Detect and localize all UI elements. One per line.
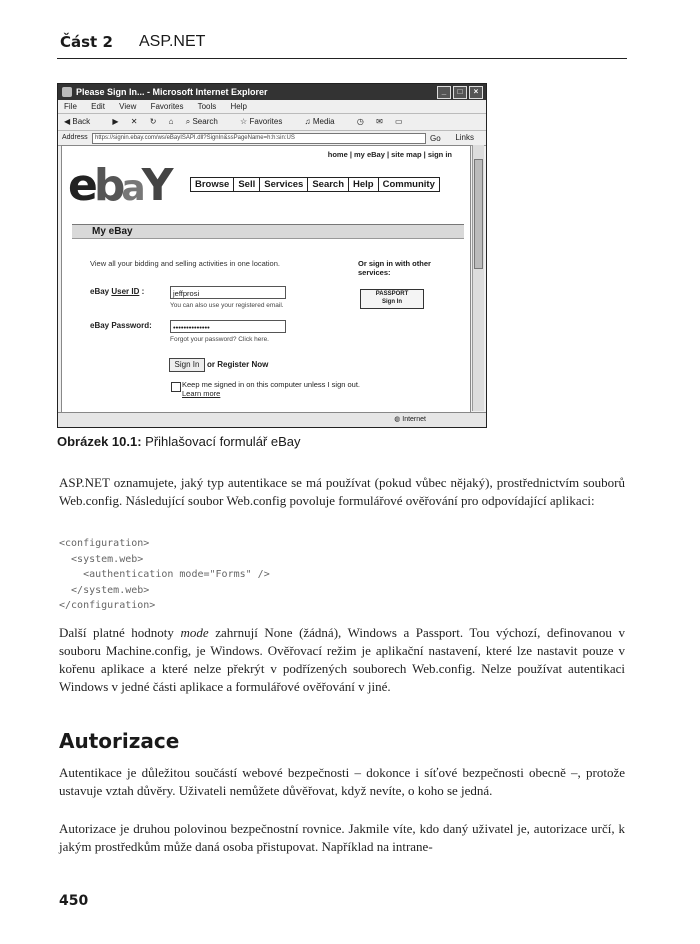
print-icon[interactable]: ▭ xyxy=(395,117,403,126)
browser-screenshot-figure xyxy=(57,83,487,428)
history-icon[interactable]: ◷ xyxy=(356,117,364,126)
passport-signin-label: Sign In xyxy=(382,299,402,305)
caption-label: Obrázek 10.1: xyxy=(57,434,142,449)
media-label: Media xyxy=(312,117,335,126)
signin-button[interactable]: Sign In xyxy=(169,358,205,372)
nav-help[interactable]: Help xyxy=(348,177,379,192)
paragraph-1: ASP.NET oznamujete, jaký typ autentikace se má používat (pokud vůbec nějaký), prostřednictvím souborů Web.config. Následující soubor Web.config povoluje formulářové ověřování pro odpovídající aplikaci: xyxy=(59,475,625,508)
address-label: Address xyxy=(62,134,88,141)
status-text: Internet xyxy=(402,416,426,423)
links-label[interactable]: Links xyxy=(455,133,474,142)
page-number: 450 xyxy=(59,893,89,909)
keep-signed-label xyxy=(182,380,362,398)
favorites-button[interactable]: ☆ Favorites xyxy=(240,117,283,126)
back-button[interactable]: ◀ Back xyxy=(64,117,91,126)
password-hint[interactable]: Forgot your password? Click here. xyxy=(170,336,269,343)
window-titlebar xyxy=(58,84,486,100)
keep-signed-checkbox[interactable] xyxy=(171,382,181,392)
home-icon[interactable]: ⌂ xyxy=(168,117,174,126)
menu-file[interactable]: File xyxy=(64,102,77,111)
nav-tabs xyxy=(190,177,439,192)
status-bar xyxy=(58,412,486,427)
passport-label: PASSPORT xyxy=(375,291,409,297)
userid-input[interactable]: jeffprosi xyxy=(170,286,286,299)
stop-icon[interactable]: ✕ xyxy=(130,117,138,126)
paragraph-2 xyxy=(59,624,625,696)
nav-services[interactable]: Services xyxy=(259,177,308,192)
userid-label xyxy=(90,287,144,296)
divider xyxy=(72,238,464,239)
password-input[interactable]: •••••••••••••• xyxy=(170,320,286,333)
media-button[interactable]: ♫ Media xyxy=(304,117,335,126)
favorites-label: Favorites xyxy=(249,117,283,126)
other-services-label: Or sign in with other services: xyxy=(358,259,431,277)
refresh-icon[interactable]: ↻ xyxy=(149,117,157,126)
nav-browse[interactable]: Browse xyxy=(190,177,234,192)
window-title: Please Sign In... - Microsoft Internet Explorer xyxy=(76,87,268,97)
browser-toolbar xyxy=(58,114,486,131)
nav-community[interactable]: Community xyxy=(378,177,440,192)
register-link[interactable]: or Register Now xyxy=(207,360,269,369)
nav-search[interactable]: Search xyxy=(307,177,349,192)
maximize-icon[interactable]: □ xyxy=(453,86,467,99)
ie-icon xyxy=(62,87,72,97)
scroll-thumb[interactable] xyxy=(474,159,483,269)
part-label: Část 2 xyxy=(60,33,113,51)
menu-help[interactable]: Help xyxy=(230,102,247,111)
userid-hint: You can also use your registered email. xyxy=(170,302,284,309)
top-links[interactable]: home | my eBay | site map | sign in xyxy=(327,150,452,159)
address-input[interactable]: https://signin.ebay.com/ws/eBayISAPI.dll?SignIn&ssPageName=h:h:sin:US xyxy=(92,133,426,144)
forward-icon[interactable]: ▶ xyxy=(112,117,119,126)
paragraph-2-pre: Další platné hodnoty xyxy=(59,625,181,640)
menu-edit[interactable]: Edit xyxy=(91,102,105,111)
nav-sell[interactable]: Sell xyxy=(233,177,260,192)
menu-bar xyxy=(58,100,486,114)
vertical-scrollbar[interactable] xyxy=(472,145,484,411)
userid-label-post: : xyxy=(139,287,145,296)
figure-caption xyxy=(57,434,301,449)
page-content xyxy=(61,145,471,413)
code-listing: <configuration> <system.web> <authentication mode="Forms" /> </system.web> </configuration> xyxy=(59,538,270,611)
passport-signin-button[interactable] xyxy=(360,289,424,309)
menu-tools[interactable]: Tools xyxy=(197,102,217,111)
section-heading: Autorizace xyxy=(59,729,180,753)
userid-link[interactable]: User ID xyxy=(111,287,140,296)
search-button[interactable]: ⌕ Search xyxy=(185,117,218,126)
paragraph-3: Autentikace je důležitou součástí webové bezpečnosti – dokonce i síťové bezpečnosti obecně –, protože ustavuje vztah důvěry. Uživateli nemůžete důvěřovat, když nevíte, o koho se jedná. xyxy=(59,765,625,798)
paragraph-2-em: mode xyxy=(180,625,209,640)
section-title: My eBay xyxy=(72,224,464,238)
keep-signed-text: Keep me signed in on this computer unless I sign out. xyxy=(182,380,361,389)
menu-view[interactable]: View xyxy=(119,102,137,111)
ebay-logo: ebaY xyxy=(68,160,170,211)
header-title: ASP.NET xyxy=(139,33,206,50)
learn-more-link[interactable]: Learn more xyxy=(182,389,221,398)
userid-label-pre: eBay xyxy=(90,287,112,296)
minimize-icon[interactable]: _ xyxy=(437,86,451,99)
close-icon[interactable]: × xyxy=(469,86,483,99)
mail-icon[interactable]: ✉ xyxy=(376,117,383,126)
intro-text: View all your bidding and selling activities in one location. xyxy=(90,259,280,268)
back-label: Back xyxy=(72,117,91,126)
menu-favorites[interactable]: Favorites xyxy=(150,102,184,111)
password-label: eBay Password: xyxy=(90,321,152,330)
caption-text: Přihlašovací formulář eBay xyxy=(141,434,301,449)
paragraph-4: Autorizace je druhou polovinou bezpečnostní rovnice. Jakmile víte, kdo daný uživatel je, autorizace určí, k jakým prostředkům může daná osoba přistupovat. Například na intrane- xyxy=(59,821,625,854)
address-bar xyxy=(58,131,486,146)
paragraph-2-post: zahrnují None (žádná), Windows a Passport. Tou výchozí, definovanou v souboru Machine.config, je Windows. Ověřovací režim je aplikační nastavení, které lze nastavit pouze v kořenu aplikace a které nelze překrýt v podřízených souborech Web.config. Nelze používat autentikaci Windows v jedné části aplikace a formulářové ověřování v jiné. xyxy=(59,625,625,694)
running-header xyxy=(57,30,627,59)
internet-zone-status: ◍ Internet xyxy=(394,416,426,423)
search-label: Search xyxy=(192,117,218,126)
go-button[interactable]: Go xyxy=(430,134,441,143)
